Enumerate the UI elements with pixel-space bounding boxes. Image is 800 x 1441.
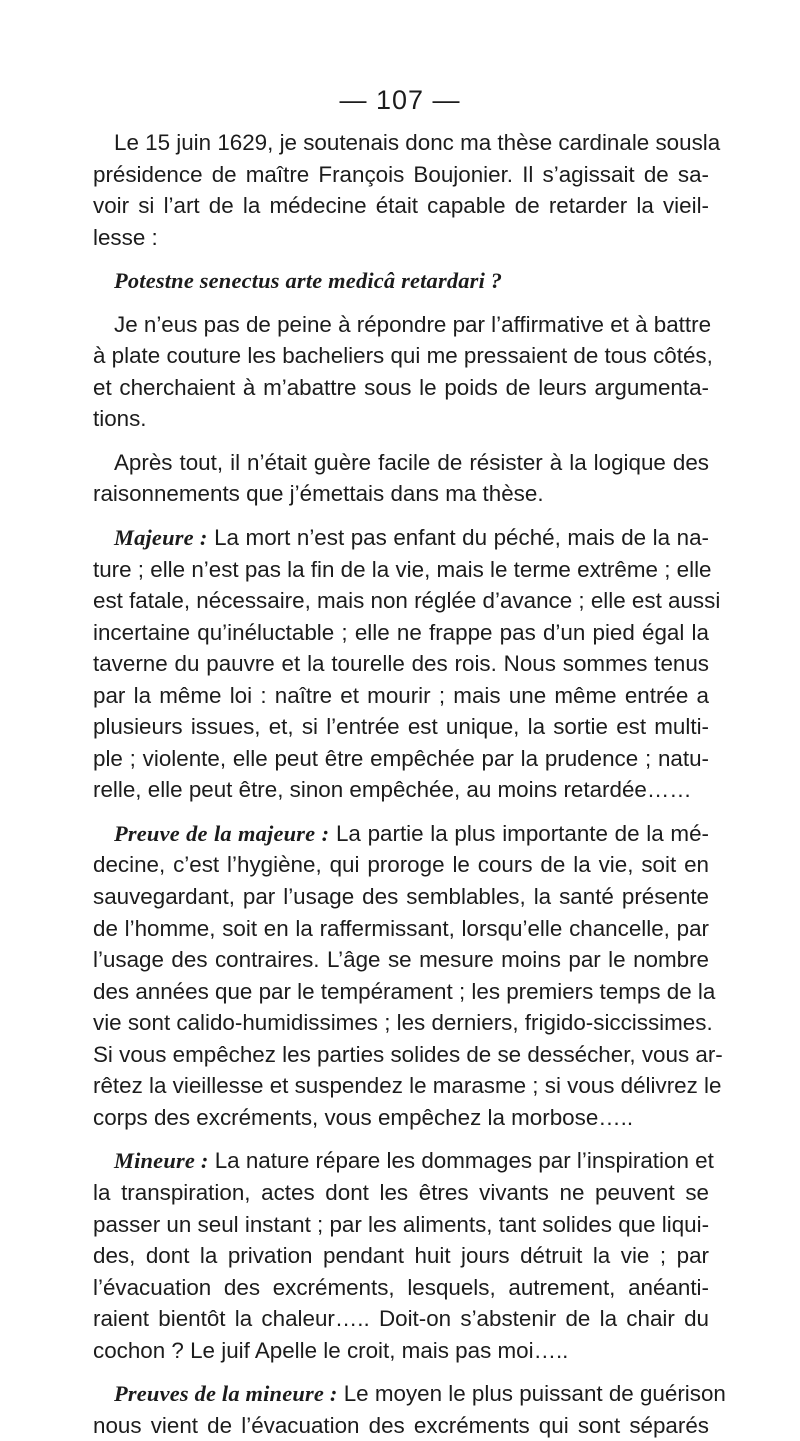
text-line: des, dont la privation pendant huit jours détruit la vie ; par xyxy=(93,1243,709,1269)
thesis-latin-title: Potestne senectus arte medicâ retardari ? xyxy=(114,268,503,294)
text-run: La partie la plus importante de la mé- xyxy=(329,820,709,846)
text-line: présidence de maître François Boujonier. Il s’agissait de sa- xyxy=(93,161,709,187)
paragraph xyxy=(93,818,723,1133)
text-line: plusieurs issues, et, si l’entrée est unique, la sortie est multi- xyxy=(93,714,709,740)
text-line: ple ; violente, elle peut être empêchée par la prudence ; natu- xyxy=(93,745,709,771)
paragraph xyxy=(93,265,709,297)
text-line: vie sont calido-humidissimes ; les derniers, frigido-siccissimes. xyxy=(93,1010,713,1036)
text-line: des années que par le tempérament ; les premiers temps de la xyxy=(93,978,716,1004)
text-line: passer un seul instant ; par les aliments, tant solides que liqui- xyxy=(93,1211,710,1237)
paragraph xyxy=(93,447,709,510)
text-line: à plate couture les bacheliers qui me pressaient de tous côtés, xyxy=(93,343,713,369)
text-line: et cherchaient à m’abattre sous le poids de leurs argumenta- xyxy=(93,374,709,400)
text-run: La mort n’est pas enfant du péché, mais de la na- xyxy=(207,525,709,551)
paragraph xyxy=(93,1378,726,1441)
paragraph xyxy=(93,309,713,435)
text-line: relle, elle peut être, sinon empêchée, au moins retardée…… xyxy=(93,777,692,803)
text-line: corps des excréments, vous empêchez la morbose….. xyxy=(93,1104,634,1130)
text-line xyxy=(93,1378,726,1410)
text-line: de l’homme, soit en la raffermissant, lorsqu’elle chancelle, par xyxy=(93,915,709,941)
text-line: taverne du pauvre et la tourelle des rois. Nous sommes tenus xyxy=(93,651,709,677)
text-line: par la même loi : naître et mourir ; mais une même entrée a xyxy=(93,682,709,708)
text-line: la transpiration, actes dont les êtres vivants ne peuvent se xyxy=(93,1179,709,1205)
text-line: l’évacuation des excréments, lesquels, autrement, anéanti- xyxy=(93,1274,709,1300)
section-label-preuves-mineure: Preuves de la mineure : xyxy=(114,1381,338,1407)
text-line: Après tout, il n’était guère facile de résister à la logique des xyxy=(114,449,709,475)
text-line: raisonnements que j’émettais dans ma thèse. xyxy=(93,481,544,507)
section-label-mineure: Mineure : xyxy=(114,1148,209,1174)
text-line xyxy=(93,265,709,297)
text-line: l’usage des contraires. L’âge se mesure moins par le nombre xyxy=(93,947,709,973)
page-number: — 107 — xyxy=(339,85,461,115)
text-line: decine, c’est l’hygiène, qui proroge le cours de la vie, soit en xyxy=(93,852,709,878)
text-line: Si vous empêchez les parties solides de se dessécher, vous ar- xyxy=(93,1041,723,1067)
section-label-preuve-majeure: Preuve de la majeure : xyxy=(114,820,330,846)
text-line: raient bientôt la chaleur….. Doit-on s’abstenir de la chair du xyxy=(93,1306,709,1332)
text-line: est fatale, nécessaire, mais non réglée d’avance ; elle est aussi xyxy=(93,588,721,614)
text-line: Le 15 juin 1629, je soutenais donc ma thèse cardinale sousla xyxy=(114,130,721,155)
text-line: incertaine qu’inéluctable ; elle ne frappe pas d’un pied égal la xyxy=(93,619,709,645)
text-line xyxy=(93,818,709,850)
text-line: nous vient de l’évacuation des excréments qui sont séparés xyxy=(93,1412,709,1438)
text-line: tions. xyxy=(93,406,147,432)
text-line: ture ; elle n’est pas la fin de la vie, mais le terme extrême ; elle xyxy=(93,556,712,582)
text-line: voir si l’art de la médecine était capable de retarder la vieil- xyxy=(93,193,709,219)
body-text xyxy=(93,127,726,1441)
text-line: rêtez la vieillesse et suspendez le marasme ; si vous délivrez le xyxy=(93,1073,722,1099)
text-run: La nature répare les dommages par l’inspiration et xyxy=(208,1148,714,1174)
text-line: Je n’eus pas de peine à répondre par l’affirmative et à battre xyxy=(114,311,712,337)
text-line: sauvegardant, par l’usage des semblables, la santé présente xyxy=(93,884,709,910)
text-line xyxy=(93,1145,714,1177)
text-line: cochon ? Le juif Apelle le croit, mais pas moi….. xyxy=(93,1337,569,1363)
section-label-majeure: Majeure : xyxy=(114,525,208,551)
paragraph xyxy=(93,127,721,253)
text-line xyxy=(93,522,709,554)
text-run: Le moyen le plus puissant de guérison xyxy=(337,1381,726,1407)
paragraph xyxy=(93,522,721,806)
paragraph xyxy=(93,1145,714,1366)
text-line: lesse : xyxy=(93,224,158,250)
